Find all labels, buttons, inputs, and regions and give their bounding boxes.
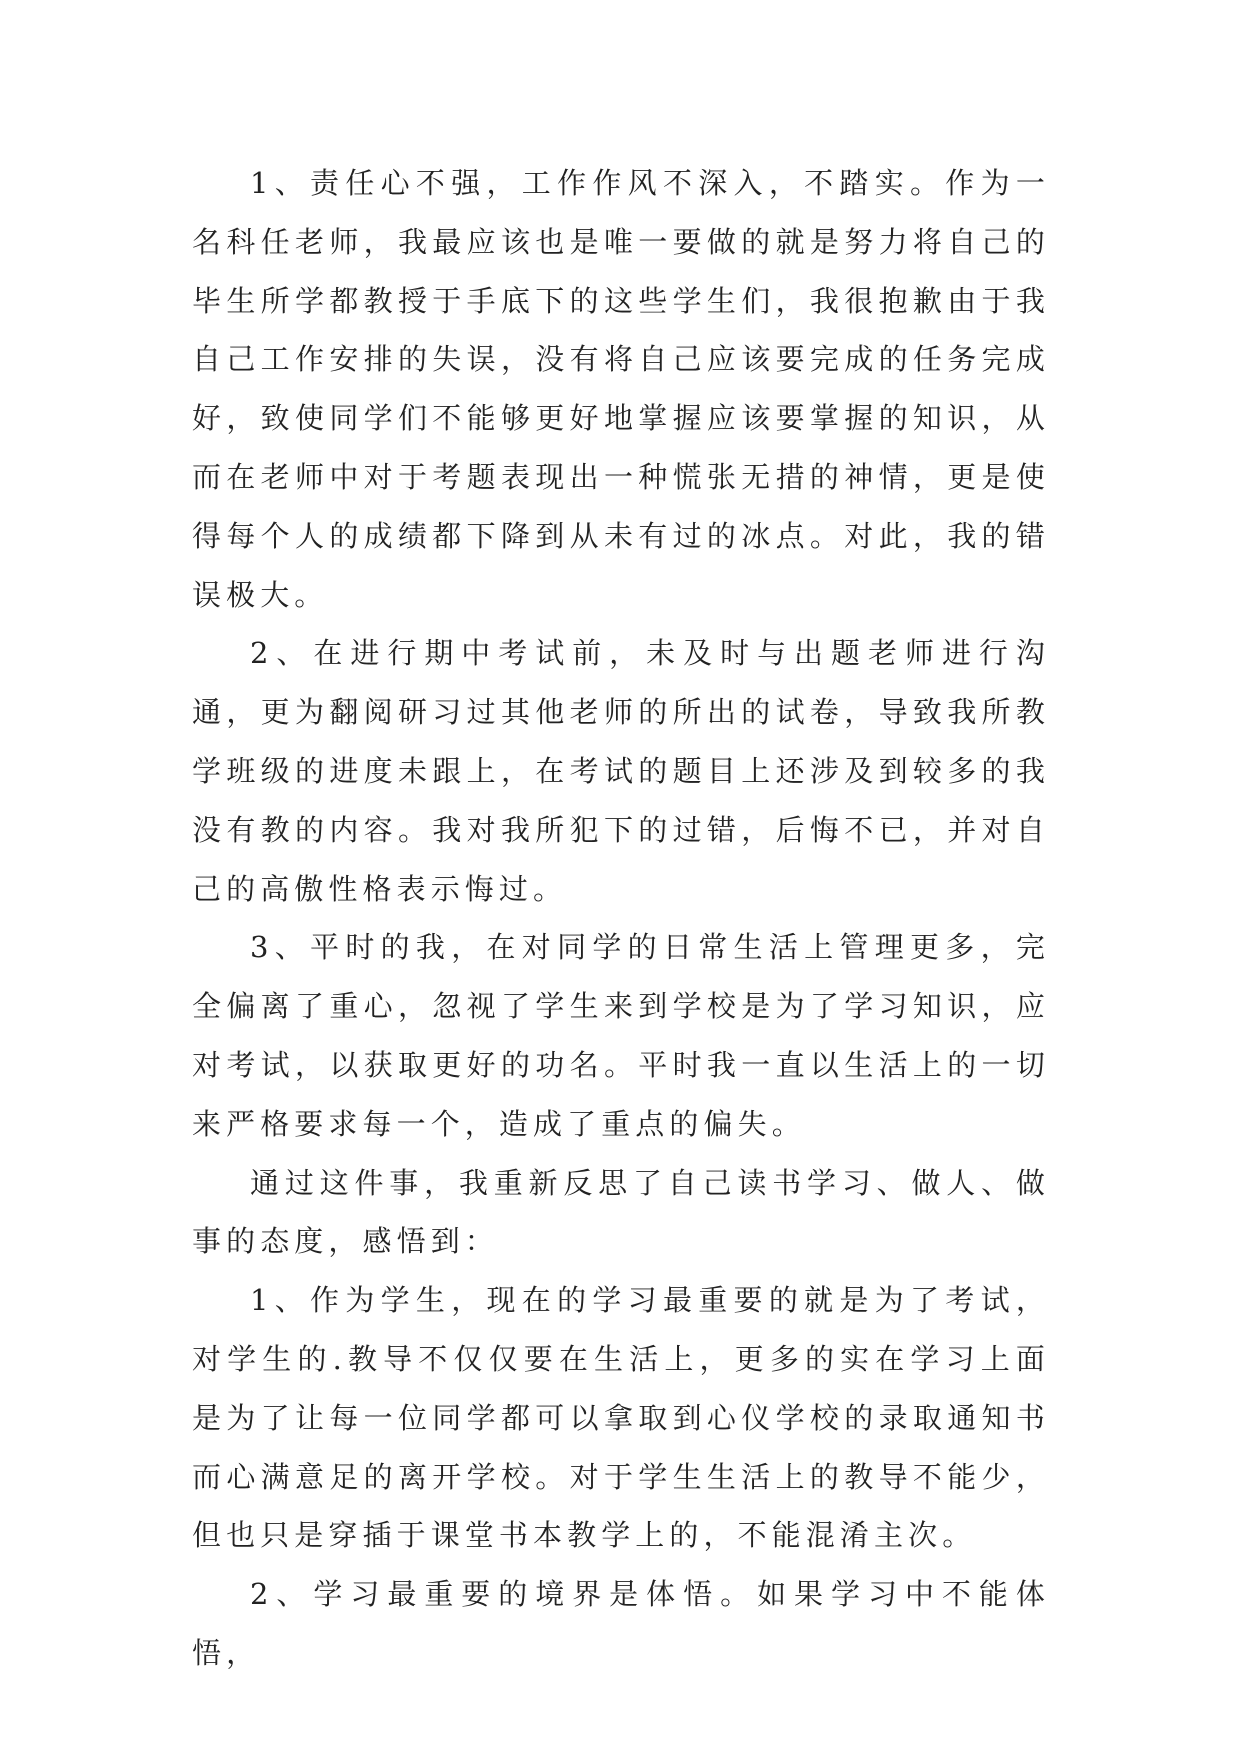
document-body: [192, 154, 1050, 1683]
paragraph-daily-management: 3、平时的我，在对同学的日常生活上管理更多，完全偏离了重心，忽视了学生来到学校是为了学习知识，应对考试，以获取更好的功名。平时我一直以生活上的一切来严格要求每一个，造成了重点的偏失。: [192, 930, 1050, 1141]
paragraph-responsibility: 1、责任心不强，工作作风不深入，不踏实。作为一名科任老师，我最应该也是唯一要做的就是努力将自己的毕生所学都教授于手底下的这些学生们，我很抱歉由于我自己工作安排的失误，没有将自己应该要完成的任务完成好，致使同学们不能够更好地掌握应该要掌握的知识，从而在老师中对于考题表现出一种慌张无措的神情，更是使得每个人的成绩都下降到从未有过的冰点。对此，我的错误极大。: [192, 166, 1050, 612]
paragraph-insight-exam: 1、作为学生，现在的学习最重要的就是为了考试，对学生的.教导不仅仅要在生活上，更多的实在学习上面是为了让每一位同学都可以拿取到心仪学校的录取通知书而心满意足的离开学校。对于学生生活上的教导不能少，但也只是穿插于课堂书本教学上的，不能混淆主次。: [192, 1283, 1050, 1553]
paragraph-reflection-intro: 通过这件事，我重新反思了自己读书学习、做人、做事的态度，感悟到：: [192, 1165, 1050, 1259]
paragraph-exam-communication: 2、在进行期中考试前，未及时与出题老师进行沟通，更为翻阅研习过其他老师的所出的试卷，导致我所教学班级的进度未跟上，在考试的题目上还涉及到较多的我没有教的内容。我对我所犯下的过错，后悔不已，并对自己的高傲性格表示悔过。: [192, 636, 1050, 906]
paragraph-insight-understanding: 2、学习最重要的境界是体悟。如果学习中不能体悟，: [192, 1577, 1050, 1670]
